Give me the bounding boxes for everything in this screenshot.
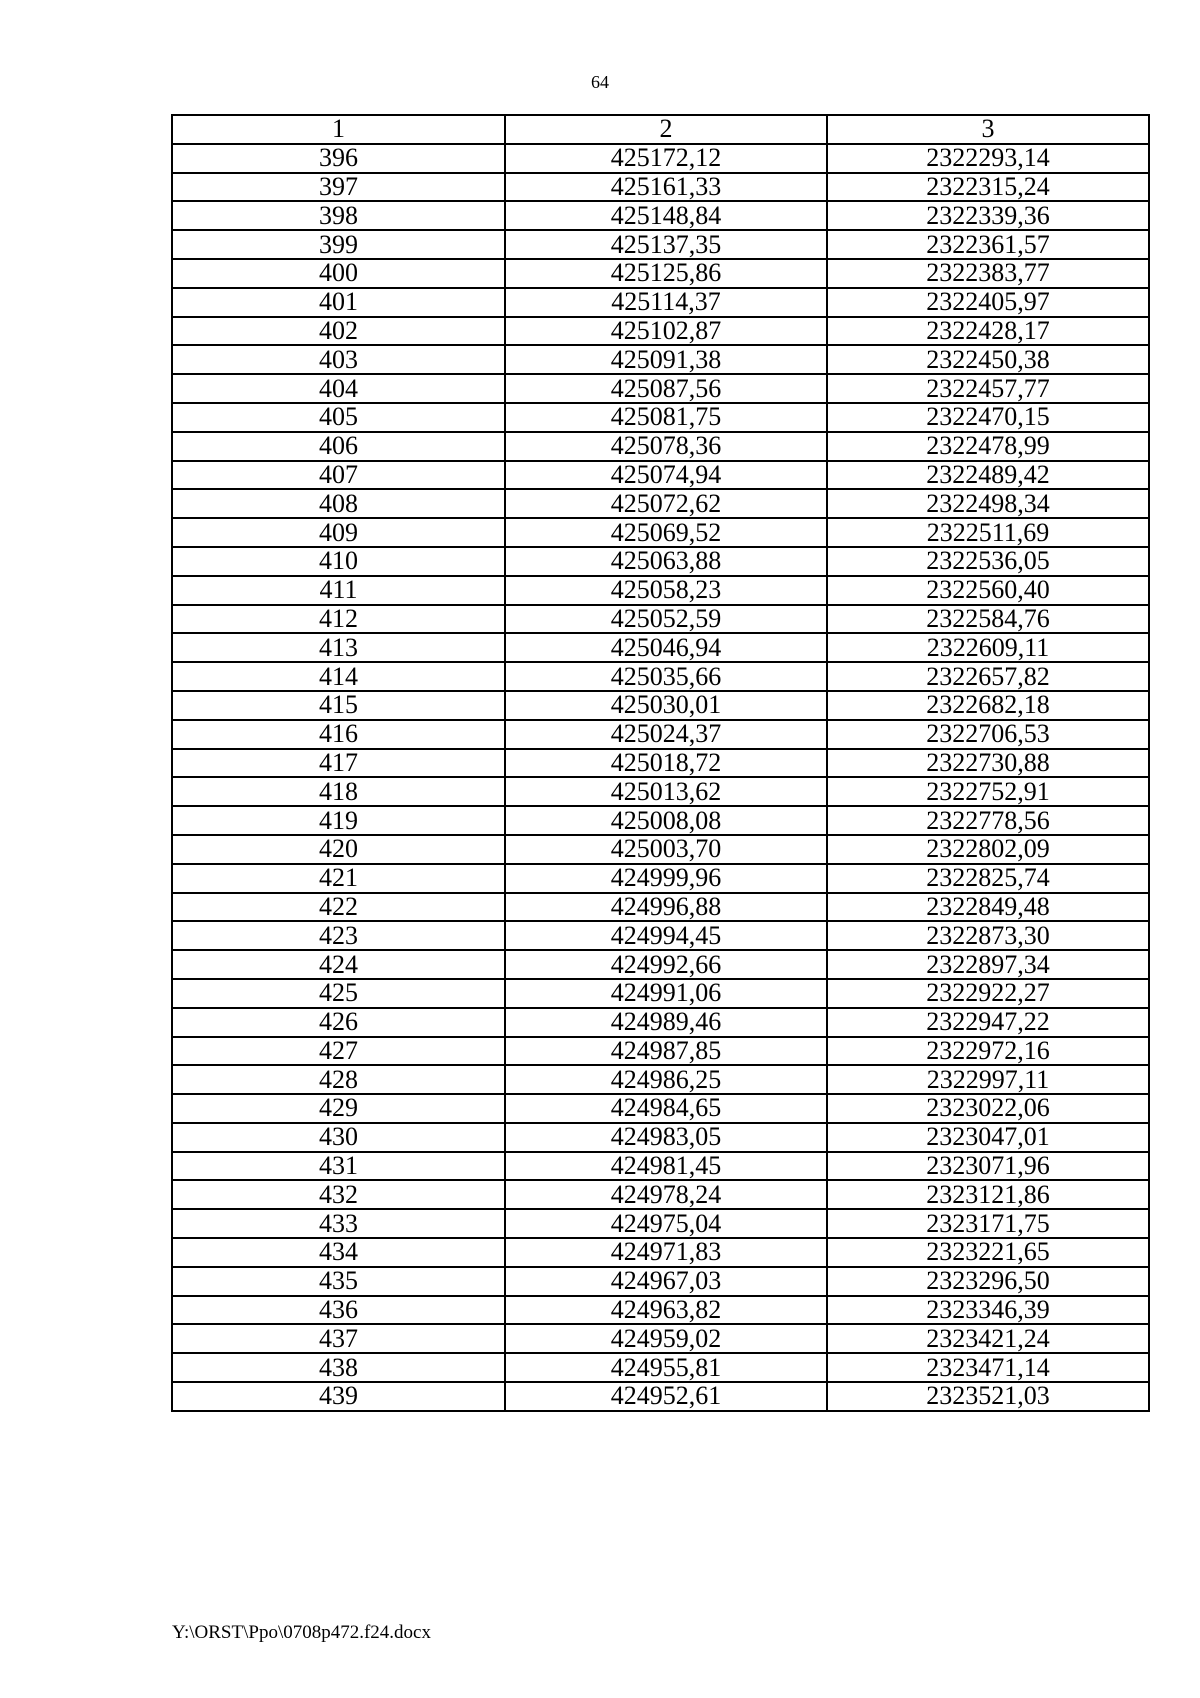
coordinate-x-cell: 424989,46	[505, 1008, 827, 1037]
table-row	[172, 979, 1149, 1008]
coordinate-x-cell: 424971,83	[505, 1238, 827, 1267]
table-row	[172, 1382, 1149, 1411]
table-header-row	[172, 115, 1149, 144]
point-number-cell: 410	[172, 547, 505, 576]
coordinate-y-cell: 2322470,15	[827, 403, 1149, 432]
coordinate-y-cell: 2322457,77	[827, 374, 1149, 403]
coordinate-y-cell: 2322825,74	[827, 864, 1149, 893]
coordinate-x-cell: 425074,94	[505, 461, 827, 490]
coordinate-x-cell: 425161,33	[505, 173, 827, 202]
coordinate-x-cell: 425003,70	[505, 835, 827, 864]
table-row	[172, 1209, 1149, 1238]
point-number-cell: 420	[172, 835, 505, 864]
table-row	[172, 605, 1149, 634]
coordinate-x-cell: 424981,45	[505, 1152, 827, 1181]
point-number-cell: 408	[172, 489, 505, 518]
coordinate-y-cell: 2322730,88	[827, 749, 1149, 778]
point-number-cell: 405	[172, 403, 505, 432]
coordinate-y-cell: 2322498,34	[827, 489, 1149, 518]
coordinate-y-cell: 2322997,11	[827, 1065, 1149, 1094]
point-number-cell: 402	[172, 317, 505, 346]
table-row	[172, 173, 1149, 202]
table-row	[172, 403, 1149, 432]
coordinate-x-cell: 425102,87	[505, 317, 827, 346]
coordinate-y-cell: 2323221,65	[827, 1238, 1149, 1267]
point-number-cell: 412	[172, 605, 505, 634]
point-number-cell: 406	[172, 432, 505, 461]
table-row	[172, 432, 1149, 461]
coordinate-x-cell: 425058,23	[505, 576, 827, 605]
point-number-cell: 429	[172, 1094, 505, 1123]
point-number-cell: 425	[172, 979, 505, 1008]
point-number-cell: 403	[172, 345, 505, 374]
coordinate-x-cell: 424955,81	[505, 1353, 827, 1382]
coordinate-x-cell: 425013,62	[505, 777, 827, 806]
point-number-cell: 430	[172, 1123, 505, 1152]
coordinate-x-cell: 424999,96	[505, 864, 827, 893]
point-number-cell: 423	[172, 921, 505, 950]
coordinate-x-cell: 425008,08	[505, 806, 827, 835]
table-row	[172, 374, 1149, 403]
coordinate-x-cell: 425148,84	[505, 201, 827, 230]
table-row	[172, 921, 1149, 950]
coordinate-x-cell: 425024,37	[505, 720, 827, 749]
point-number-cell: 427	[172, 1037, 505, 1066]
coordinate-y-cell: 2322383,77	[827, 259, 1149, 288]
point-number-cell: 397	[172, 173, 505, 202]
table-row	[172, 691, 1149, 720]
point-number-cell: 437	[172, 1324, 505, 1353]
point-number-cell: 414	[172, 662, 505, 691]
table-row	[172, 461, 1149, 490]
table-row	[172, 749, 1149, 778]
coordinate-x-cell: 424987,85	[505, 1037, 827, 1066]
point-number-cell: 436	[172, 1296, 505, 1325]
point-number-cell: 398	[172, 201, 505, 230]
table-row	[172, 1353, 1149, 1382]
point-number-cell: 435	[172, 1267, 505, 1296]
coordinate-y-cell: 2323071,96	[827, 1152, 1149, 1181]
point-number-cell: 413	[172, 633, 505, 662]
table-row	[172, 893, 1149, 922]
coordinate-y-cell: 2322536,05	[827, 547, 1149, 576]
point-number-cell: 411	[172, 576, 505, 605]
table-row	[172, 1180, 1149, 1209]
point-number-cell: 439	[172, 1382, 505, 1411]
coordinate-x-cell: 425078,36	[505, 432, 827, 461]
coordinate-y-cell: 2322560,40	[827, 576, 1149, 605]
coordinate-x-cell: 425063,88	[505, 547, 827, 576]
point-number-cell: 416	[172, 720, 505, 749]
table-row	[172, 662, 1149, 691]
point-number-cell: 426	[172, 1008, 505, 1037]
coordinate-y-cell: 2322428,17	[827, 317, 1149, 346]
coordinate-x-cell: 424984,65	[505, 1094, 827, 1123]
coordinate-x-cell: 425035,66	[505, 662, 827, 691]
coordinate-y-cell: 2322609,11	[827, 633, 1149, 662]
table-row	[172, 144, 1149, 173]
point-number-cell: 418	[172, 777, 505, 806]
coordinate-y-cell: 2322405,97	[827, 288, 1149, 317]
coordinate-y-cell: 2323421,24	[827, 1324, 1149, 1353]
point-number-cell: 401	[172, 288, 505, 317]
coordinate-y-cell: 2323521,03	[827, 1382, 1149, 1411]
coordinate-x-cell: 424991,06	[505, 979, 827, 1008]
coordinate-x-cell: 425137,35	[505, 230, 827, 259]
footer-file-path: Y:\ORST\Ppo\0708p472.f24.docx	[172, 1622, 431, 1643]
table-row	[172, 1094, 1149, 1123]
coordinates-table	[171, 114, 1150, 1412]
table-row	[172, 1267, 1149, 1296]
point-number-cell: 424	[172, 950, 505, 979]
table-row	[172, 777, 1149, 806]
point-number-cell: 438	[172, 1353, 505, 1382]
table-row	[172, 1238, 1149, 1267]
coordinate-y-cell: 2322972,16	[827, 1037, 1149, 1066]
point-number-cell: 396	[172, 144, 505, 173]
coordinate-y-cell: 2322706,53	[827, 720, 1149, 749]
coordinate-y-cell: 2323022,06	[827, 1094, 1149, 1123]
coordinate-y-cell: 2322339,36	[827, 201, 1149, 230]
table-row	[172, 1008, 1149, 1037]
point-number-cell: 400	[172, 259, 505, 288]
coordinate-x-cell: 424967,03	[505, 1267, 827, 1296]
point-number-cell: 399	[172, 230, 505, 259]
coordinate-y-cell: 2322478,99	[827, 432, 1149, 461]
point-number-cell: 431	[172, 1152, 505, 1181]
coordinate-x-cell: 425069,52	[505, 518, 827, 547]
table-row	[172, 230, 1149, 259]
coordinate-y-cell: 2322778,56	[827, 806, 1149, 835]
table-row	[172, 1123, 1149, 1152]
coordinate-x-cell: 425046,94	[505, 633, 827, 662]
coordinate-x-cell: 425087,56	[505, 374, 827, 403]
coordinate-y-cell: 2322361,57	[827, 230, 1149, 259]
table-row	[172, 806, 1149, 835]
column-header: 3	[827, 115, 1149, 144]
coordinate-x-cell: 424963,82	[505, 1296, 827, 1325]
coordinate-y-cell: 2322897,34	[827, 950, 1149, 979]
coordinate-x-cell: 424992,66	[505, 950, 827, 979]
point-number-cell: 428	[172, 1065, 505, 1094]
point-number-cell: 422	[172, 893, 505, 922]
coordinate-x-cell: 425125,86	[505, 259, 827, 288]
table-row	[172, 1037, 1149, 1066]
point-number-cell: 432	[172, 1180, 505, 1209]
coordinate-x-cell: 424994,45	[505, 921, 827, 950]
table-row	[172, 1296, 1149, 1325]
coordinate-y-cell: 2322293,14	[827, 144, 1149, 173]
coordinate-x-cell: 424978,24	[505, 1180, 827, 1209]
coordinate-y-cell: 2323471,14	[827, 1353, 1149, 1382]
coordinate-x-cell: 425018,72	[505, 749, 827, 778]
coordinate-y-cell: 2322657,82	[827, 662, 1149, 691]
point-number-cell: 407	[172, 461, 505, 490]
coordinate-y-cell: 2322511,69	[827, 518, 1149, 547]
point-number-cell: 404	[172, 374, 505, 403]
coordinate-y-cell: 2323121,86	[827, 1180, 1149, 1209]
table-row	[172, 835, 1149, 864]
table-row	[172, 633, 1149, 662]
table-row	[172, 317, 1149, 346]
table-row	[172, 489, 1149, 518]
coordinate-y-cell: 2322947,22	[827, 1008, 1149, 1037]
column-header: 2	[505, 115, 827, 144]
point-number-cell: 417	[172, 749, 505, 778]
coordinate-x-cell: 425114,37	[505, 288, 827, 317]
point-number-cell: 433	[172, 1209, 505, 1238]
coordinate-x-cell: 424975,04	[505, 1209, 827, 1238]
point-number-cell: 409	[172, 518, 505, 547]
coordinate-y-cell: 2322489,42	[827, 461, 1149, 490]
table-row	[172, 288, 1149, 317]
coordinate-x-cell: 424959,02	[505, 1324, 827, 1353]
coordinate-x-cell: 425072,62	[505, 489, 827, 518]
coordinate-x-cell: 424952,61	[505, 1382, 827, 1411]
table-row	[172, 1152, 1149, 1181]
table-row	[172, 518, 1149, 547]
coordinate-y-cell: 2323047,01	[827, 1123, 1149, 1152]
coordinate-y-cell: 2322450,38	[827, 345, 1149, 374]
page-number: 64	[591, 72, 609, 92]
coordinate-y-cell: 2322682,18	[827, 691, 1149, 720]
table-row	[172, 201, 1149, 230]
coordinate-y-cell: 2322873,30	[827, 921, 1149, 950]
coordinate-y-cell: 2322315,24	[827, 173, 1149, 202]
coordinate-y-cell: 2322584,76	[827, 605, 1149, 634]
table-body	[172, 144, 1149, 1411]
table-row	[172, 576, 1149, 605]
table-row	[172, 547, 1149, 576]
coordinate-x-cell: 425172,12	[505, 144, 827, 173]
point-number-cell: 421	[172, 864, 505, 893]
coordinate-y-cell: 2322802,09	[827, 835, 1149, 864]
coordinate-x-cell: 425052,59	[505, 605, 827, 634]
coordinate-x-cell: 425091,38	[505, 345, 827, 374]
table-row	[172, 864, 1149, 893]
table-row	[172, 345, 1149, 374]
table-row	[172, 1324, 1149, 1353]
table-row	[172, 259, 1149, 288]
coordinate-y-cell: 2322752,91	[827, 777, 1149, 806]
coordinate-y-cell: 2323296,50	[827, 1267, 1149, 1296]
point-number-cell: 419	[172, 806, 505, 835]
point-number-cell: 434	[172, 1238, 505, 1267]
table-row	[172, 950, 1149, 979]
coordinate-y-cell: 2323171,75	[827, 1209, 1149, 1238]
coordinate-x-cell: 424983,05	[505, 1123, 827, 1152]
coordinate-x-cell: 425081,75	[505, 403, 827, 432]
table-row	[172, 720, 1149, 749]
point-number-cell: 415	[172, 691, 505, 720]
coordinate-y-cell: 2322922,27	[827, 979, 1149, 1008]
column-header: 1	[172, 115, 505, 144]
coordinate-x-cell: 425030,01	[505, 691, 827, 720]
coordinate-y-cell: 2322849,48	[827, 893, 1149, 922]
coordinate-x-cell: 424996,88	[505, 893, 827, 922]
table-row	[172, 1065, 1149, 1094]
coordinate-x-cell: 424986,25	[505, 1065, 827, 1094]
coordinate-y-cell: 2323346,39	[827, 1296, 1149, 1325]
